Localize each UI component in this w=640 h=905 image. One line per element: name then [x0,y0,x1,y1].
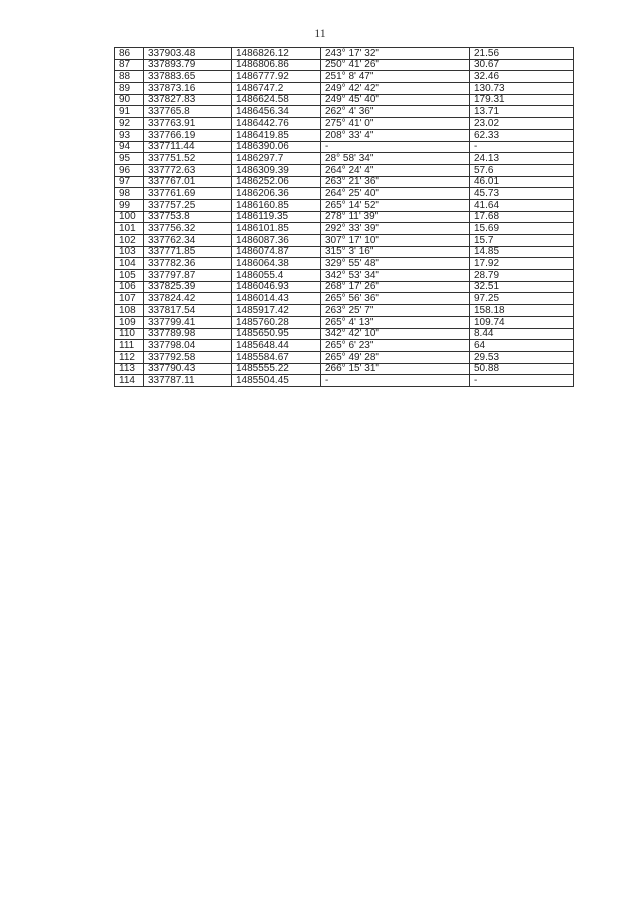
bearing-cell: 292° 33' 39" [321,223,470,235]
point-number-cell: 111 [115,340,144,352]
bearing-cell: 249° 45' 40" [321,94,470,106]
table-row [115,106,574,118]
x-coordinate-cell: 337873.16 [144,83,232,95]
point-number-cell: 110 [115,328,144,340]
point-number-cell: 102 [115,235,144,247]
y-coordinate-cell: 1486064.38 [232,258,321,270]
table-row [115,235,574,247]
point-number-cell: 104 [115,258,144,270]
table-row [115,211,574,223]
y-coordinate-cell: 1485584.67 [232,351,321,363]
point-number-cell: 109 [115,316,144,328]
distance-cell: 97.25 [470,293,574,305]
table-row [115,118,574,130]
y-coordinate-cell: 1486087.36 [232,235,321,247]
table-row [115,48,574,60]
table-row [115,199,574,211]
x-coordinate-cell: 337767.01 [144,176,232,188]
y-coordinate-cell: 1486309.39 [232,164,321,176]
bearing-cell: 265° 56' 36" [321,293,470,305]
table-row [115,293,574,305]
x-coordinate-cell: 337787.11 [144,375,232,387]
table-row [115,316,574,328]
bearing-cell: 329° 55' 48" [321,258,470,270]
x-coordinate-cell: 337765.8 [144,106,232,118]
distance-cell: 45.73 [470,188,574,200]
bearing-cell: 262° 4' 36" [321,106,470,118]
distance-cell: 17.92 [470,258,574,270]
x-coordinate-cell: 337798.04 [144,340,232,352]
y-coordinate-cell: 1486442.76 [232,118,321,130]
y-coordinate-cell: 1486297.7 [232,153,321,165]
x-coordinate-cell: 337792.58 [144,351,232,363]
x-coordinate-cell: 337751.52 [144,153,232,165]
bearing-cell: - [321,375,470,387]
y-coordinate-cell: 1485917.42 [232,305,321,317]
bearing-cell: 263° 21' 36" [321,176,470,188]
table-row [115,223,574,235]
x-coordinate-cell: 337883.65 [144,71,232,83]
table-row [115,258,574,270]
x-coordinate-cell: 337799.41 [144,316,232,328]
x-coordinate-cell: 337711.44 [144,141,232,153]
distance-cell: 23.02 [470,118,574,130]
y-coordinate-cell: 1486055.4 [232,270,321,282]
x-coordinate-cell: 337762.34 [144,235,232,247]
bearing-cell: 251° 8' 47" [321,71,470,83]
distance-cell: 62.33 [470,129,574,141]
bearing-cell: 265° 14' 52" [321,199,470,211]
bearing-cell: 275° 41' 0" [321,118,470,130]
bearing-cell: 264° 25' 40" [321,188,470,200]
page-number: 11 [314,26,326,40]
x-coordinate-cell: 337817.54 [144,305,232,317]
distance-cell: 32.46 [470,71,574,83]
table-row [115,71,574,83]
distance-cell: 15.69 [470,223,574,235]
distance-cell: 15.7 [470,235,574,247]
bearing-cell: 243° 17' 32" [321,48,470,60]
y-coordinate-cell: 1485555.22 [232,363,321,375]
x-coordinate-cell: 337797.87 [144,270,232,282]
distance-cell: 30.67 [470,59,574,71]
table-row [115,351,574,363]
point-number-cell: 92 [115,118,144,130]
bearing-cell: 307° 17' 10" [321,235,470,247]
distance-cell: 179.31 [470,94,574,106]
x-coordinate-cell: 337824.42 [144,293,232,305]
y-coordinate-cell: 1486806.86 [232,59,321,71]
y-coordinate-cell: 1485504.45 [232,375,321,387]
bearing-cell: 208° 33' 4" [321,129,470,141]
table-row [115,176,574,188]
distance-cell: 64 [470,340,574,352]
point-number-cell: 112 [115,351,144,363]
distance-cell: 46.01 [470,176,574,188]
table-row [115,363,574,375]
point-number-cell: 97 [115,176,144,188]
bearing-cell: - [321,141,470,153]
distance-cell: 24.13 [470,153,574,165]
point-number-cell: 99 [115,199,144,211]
coordinates-table-body [115,48,574,387]
y-coordinate-cell: 1485648.44 [232,340,321,352]
table-row [115,246,574,258]
y-coordinate-cell: 1486014.43 [232,293,321,305]
point-number-cell: 107 [115,293,144,305]
y-coordinate-cell: 1486206.36 [232,188,321,200]
y-coordinate-cell: 1486160.85 [232,199,321,211]
bearing-cell: 249° 42' 42" [321,83,470,95]
point-number-cell: 100 [115,211,144,223]
x-coordinate-cell: 337757.25 [144,199,232,211]
table-row [115,94,574,106]
x-coordinate-cell: 337790.43 [144,363,232,375]
x-coordinate-cell: 337753.8 [144,211,232,223]
distance-cell: 14.85 [470,246,574,258]
bearing-cell: 28° 58' 34" [321,153,470,165]
x-coordinate-cell: 337893.79 [144,59,232,71]
point-number-cell: 90 [115,94,144,106]
table-row [115,83,574,95]
distance-cell: - [470,141,574,153]
table-row [115,340,574,352]
distance-cell: 32.51 [470,281,574,293]
point-number-cell: 93 [115,129,144,141]
bearing-cell: 266° 15' 31" [321,363,470,375]
table-row [115,141,574,153]
bearing-cell: 342° 42' 10" [321,328,470,340]
distance-cell: 50.88 [470,363,574,375]
coordinates-table [114,47,574,387]
bearing-cell: 265° 6' 23" [321,340,470,352]
distance-cell: 28.79 [470,270,574,282]
distance-cell: 41.64 [470,199,574,211]
point-number-cell: 89 [115,83,144,95]
x-coordinate-cell: 337825.39 [144,281,232,293]
distance-cell: - [470,375,574,387]
distance-cell: 109.74 [470,316,574,328]
x-coordinate-cell: 337771.85 [144,246,232,258]
y-coordinate-cell: 1486456.34 [232,106,321,118]
bearing-cell: 264° 24' 4" [321,164,470,176]
point-number-cell: 113 [115,363,144,375]
bearing-cell: 268° 17' 26" [321,281,470,293]
x-coordinate-cell: 337789.98 [144,328,232,340]
y-coordinate-cell: 1486747.2 [232,83,321,95]
distance-cell: 8.44 [470,328,574,340]
table-row [115,188,574,200]
bearing-cell: 342° 53' 34" [321,270,470,282]
point-number-cell: 105 [115,270,144,282]
table-row [115,270,574,282]
distance-cell: 21.56 [470,48,574,60]
x-coordinate-cell: 337903.48 [144,48,232,60]
bearing-cell: 265° 4' 13" [321,316,470,328]
distance-cell: 158.18 [470,305,574,317]
distance-cell: 57.6 [470,164,574,176]
x-coordinate-cell: 337766.19 [144,129,232,141]
point-number-cell: 91 [115,106,144,118]
table-row [115,153,574,165]
point-number-cell: 103 [115,246,144,258]
table-row [115,281,574,293]
y-coordinate-cell: 1486101.85 [232,223,321,235]
table-row [115,164,574,176]
point-number-cell: 98 [115,188,144,200]
bearing-cell: 263° 25' 7" [321,305,470,317]
x-coordinate-cell: 337827.83 [144,94,232,106]
y-coordinate-cell: 1486826.12 [232,48,321,60]
distance-cell: 29.53 [470,351,574,363]
y-coordinate-cell: 1486777.92 [232,71,321,83]
bearing-cell: 315° 3' 16" [321,246,470,258]
bearing-cell: 278° 11' 39" [321,211,470,223]
y-coordinate-cell: 1485760.28 [232,316,321,328]
y-coordinate-cell: 1486119.35 [232,211,321,223]
point-number-cell: 86 [115,48,144,60]
table-row [115,375,574,387]
point-number-cell: 87 [115,59,144,71]
bearing-cell: 265° 49' 28" [321,351,470,363]
y-coordinate-cell: 1486624.58 [232,94,321,106]
y-coordinate-cell: 1486252.06 [232,176,321,188]
x-coordinate-cell: 337782.36 [144,258,232,270]
table-row [115,328,574,340]
table-row [115,59,574,71]
point-number-cell: 106 [115,281,144,293]
point-number-cell: 96 [115,164,144,176]
table-row [115,129,574,141]
point-number-cell: 114 [115,375,144,387]
y-coordinate-cell: 1486419.85 [232,129,321,141]
point-number-cell: 95 [115,153,144,165]
point-number-cell: 88 [115,71,144,83]
x-coordinate-cell: 337756.32 [144,223,232,235]
distance-cell: 13.71 [470,106,574,118]
y-coordinate-cell: 1486390.06 [232,141,321,153]
point-number-cell: 94 [115,141,144,153]
point-number-cell: 101 [115,223,144,235]
table-row [115,305,574,317]
distance-cell: 17.68 [470,211,574,223]
y-coordinate-cell: 1485650.95 [232,328,321,340]
point-number-cell: 108 [115,305,144,317]
y-coordinate-cell: 1486046.93 [232,281,321,293]
x-coordinate-cell: 337761.69 [144,188,232,200]
distance-cell: 130.73 [470,83,574,95]
x-coordinate-cell: 337763.91 [144,118,232,130]
y-coordinate-cell: 1486074.87 [232,246,321,258]
bearing-cell: 250° 41' 26" [321,59,470,71]
x-coordinate-cell: 337772.63 [144,164,232,176]
